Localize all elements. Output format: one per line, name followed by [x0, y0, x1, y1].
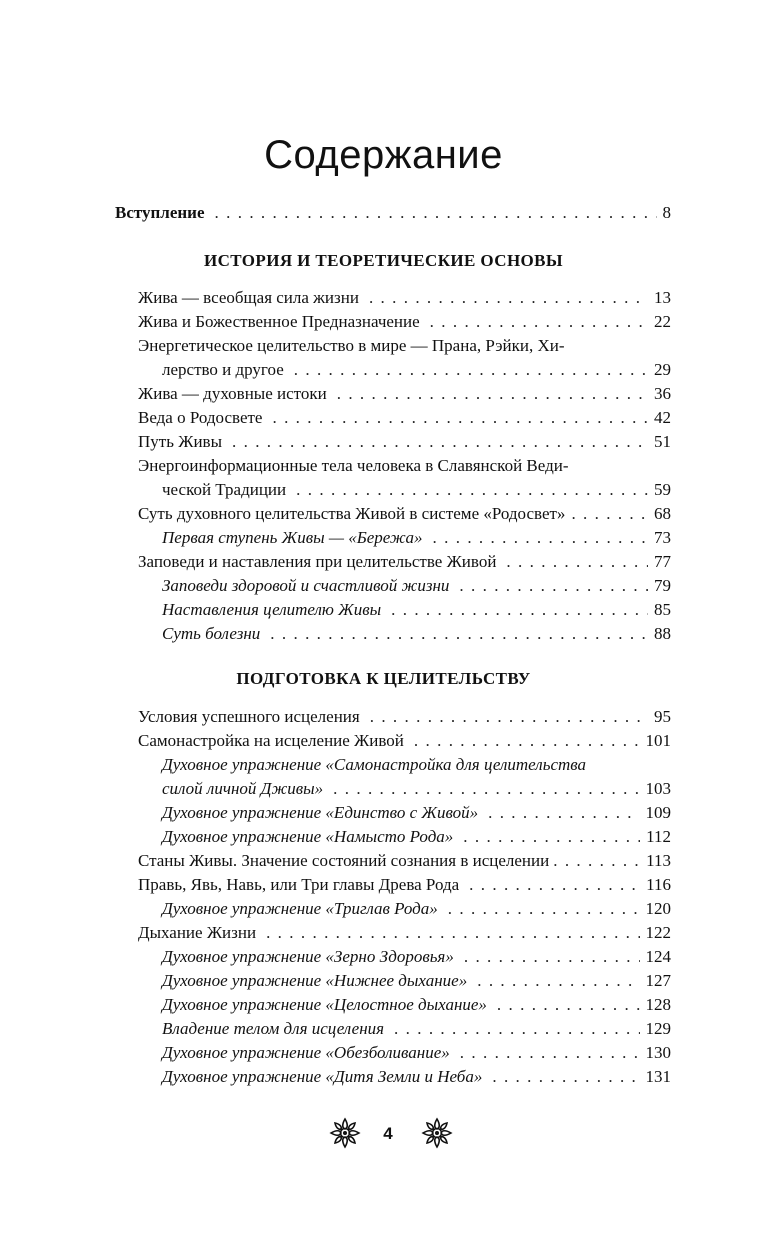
toc-entry[interactable] — [162, 478, 671, 502]
toc-entry[interactable] — [162, 777, 671, 801]
lotus-ornament-icon — [328, 1116, 362, 1150]
toc-page-number: 13 — [654, 288, 671, 307]
toc-entry-title: Духовное упражнение «Намысто Рода» — [162, 827, 454, 846]
toc-entry[interactable] — [162, 526, 671, 550]
toc-page-number: 129 — [645, 1019, 671, 1038]
toc-entry-title: Условия успешного исцеления — [138, 707, 360, 726]
toc-entry-title: Заповеди здоровой и счастливой жизни — [162, 576, 450, 595]
toc-entry[interactable] — [138, 286, 671, 310]
toc-page-number: 59 — [654, 480, 671, 499]
toc-entry[interactable] — [162, 993, 671, 1017]
toc-entry-title: Духовное упражнение «Целостное дыхание» — [162, 995, 487, 1014]
toc-leader-dots — [333, 777, 639, 801]
toc-entry[interactable] — [138, 310, 671, 334]
toc-page-number: 22 — [654, 312, 671, 331]
page-footer — [0, 1116, 767, 1152]
toc-page-number: 88 — [654, 624, 671, 643]
toc-page-number: 130 — [645, 1043, 671, 1062]
toc-leader-dots — [459, 574, 648, 598]
toc-entry[interactable] — [138, 406, 671, 430]
toc-leader-dots — [492, 1065, 639, 1089]
toc-entry[interactable] — [162, 1065, 671, 1089]
toc-entry[interactable] — [138, 705, 671, 729]
toc-entry-title: Духовное упражнение «Зерно Здоровья» — [162, 947, 454, 966]
toc-leader-dots — [370, 705, 648, 729]
toc-leader-dots — [270, 622, 648, 646]
toc-entry-title: Суть болезни — [162, 624, 261, 643]
section-heading-preparation: ПОДГОТОВКА К ЦЕЛИТЕЛЬСТВУ — [236, 669, 531, 688]
toc-entry-title: Путь Живы — [138, 432, 222, 451]
toc-leader-dots — [215, 201, 657, 225]
toc-page-number: 68 — [654, 504, 671, 523]
toc-leader-dots — [469, 873, 640, 897]
toc-page-number: 36 — [654, 384, 671, 403]
lotus-ornament-icon — [420, 1116, 454, 1150]
toc-entry[interactable] — [162, 801, 671, 825]
toc-leader-dots — [506, 550, 648, 574]
toc-entry-title-line1[interactable]: Духовное упражнение «Самонастройка для целительства — [162, 755, 587, 774]
toc-entry[interactable] — [162, 358, 671, 382]
toc-page-number: 95 — [654, 707, 671, 726]
toc-leader-dots — [430, 310, 648, 334]
toc-page-number: 112 — [646, 827, 671, 846]
toc-entry[interactable] — [162, 897, 671, 921]
toc-page-number: 8 — [662, 203, 671, 222]
page-title: Содержание — [264, 132, 503, 177]
toc-entry-title: лерство и другое — [162, 360, 284, 379]
toc-leader-dots — [448, 897, 640, 921]
toc-leader-dots — [391, 598, 648, 622]
toc-entry[interactable] — [138, 550, 671, 574]
toc-entry-title: Самонастройка на исцеление Живой — [138, 731, 404, 750]
toc-leader-dots — [464, 945, 640, 969]
page-number: 4 — [383, 1124, 393, 1143]
toc-entry[interactable] — [138, 849, 671, 873]
toc-page-number: 120 — [645, 899, 671, 918]
toc-leader-dots — [414, 729, 640, 753]
toc-entry-title: Дыхание Жизни — [138, 923, 257, 942]
toc-page-number: 51 — [654, 432, 671, 451]
toc-leader-dots — [337, 382, 648, 406]
toc-entry[interactable] — [138, 921, 671, 945]
toc-entry-title: ческой Традиции — [162, 480, 287, 499]
toc-leader-dots — [266, 921, 639, 945]
toc-entry-title: Духовное упражнение «Дитя Земли и Неба» — [162, 1067, 483, 1086]
toc-entry-title: Вступление — [115, 203, 205, 222]
toc-entry[interactable] — [138, 502, 671, 526]
toc-page-number: 127 — [645, 971, 671, 990]
toc-entry[interactable] — [138, 382, 671, 406]
toc-page-number: 73 — [654, 528, 671, 547]
toc-leader-dots — [463, 825, 640, 849]
toc-entry-title: силой личной Дживы» — [162, 779, 324, 798]
toc-leader-dots — [394, 1017, 639, 1041]
toc-page-number: 113 — [646, 851, 671, 870]
toc-leader-dots — [296, 478, 648, 502]
toc-entry-title: Суть духовного целительства Живой в системе «Родосвет» — [138, 504, 566, 523]
toc-page-number: 77 — [654, 552, 671, 571]
toc-entry[interactable] — [162, 825, 671, 849]
toc-entry-title-line1[interactable]: Энергетическое целительство в мире — Прана, Рэйки, Хи- — [138, 336, 565, 355]
toc-leader-dots — [488, 801, 639, 825]
toc-page-number: 131 — [645, 1067, 671, 1086]
toc-entry-title: Жива — духовные истоки — [138, 384, 327, 403]
toc-entry-title-line1[interactable]: Энергоинформационные тела человека в Славянской Веди- — [138, 456, 569, 475]
toc-entry-title: Духовное упражнение «Обезболивание» — [162, 1043, 450, 1062]
toc-leader-dots — [272, 406, 648, 430]
toc-entry-title: Жива и Божественное Предназначение — [138, 312, 420, 331]
toc-entry[interactable] — [138, 430, 671, 454]
toc-entry-title: Жива — всеобщая сила жизни — [138, 288, 359, 307]
toc-page-number: 128 — [645, 995, 671, 1014]
toc-entry-title: Духовное упражнение «Единство с Живой» — [162, 803, 479, 822]
toc-entry[interactable] — [138, 729, 671, 753]
toc-entry-intro[interactable] — [115, 201, 671, 225]
toc-entry-title: Духовное упражнение «Нижнее дыхание» — [162, 971, 468, 990]
toc-leader-dots — [497, 993, 640, 1017]
toc-page-number: 101 — [645, 731, 671, 750]
toc-page-number: 116 — [646, 875, 671, 894]
toc-leader-dots — [477, 969, 639, 993]
toc-entry[interactable] — [162, 945, 671, 969]
toc-leader-dots — [460, 1041, 640, 1065]
toc-entry-title: Духовное упражнение «Триглав Рода» — [162, 899, 438, 918]
toc-entry-title: Наставления целителю Живы — [162, 600, 382, 619]
toc-page-number: 29 — [654, 360, 671, 379]
toc-entry-title: Заповеди и наставления при целительстве Живой — [138, 552, 497, 571]
toc-page-number: 85 — [654, 600, 671, 619]
toc-leader-dots — [553, 849, 642, 873]
toc-entry-title: Владение телом для исцеления — [162, 1019, 385, 1038]
toc-leader-dots — [571, 502, 648, 526]
toc-entry[interactable] — [162, 1017, 671, 1041]
toc-leader-dots — [369, 286, 648, 310]
toc-entry[interactable] — [162, 598, 671, 622]
toc-page-number: 79 — [654, 576, 671, 595]
toc-page-number: 103 — [645, 779, 671, 798]
toc-page-number: 109 — [645, 803, 671, 822]
section-heading-history: ИСТОРИЯ И ТЕОРЕТИЧЕСКИЕ ОСНОВЫ — [203, 251, 564, 270]
toc-entry[interactable] — [138, 873, 671, 897]
toc-leader-dots — [433, 526, 648, 550]
toc-entry[interactable] — [162, 969, 671, 993]
toc-leader-dots — [294, 358, 648, 382]
toc-entry-title: Правь, Явь, Навь, или Три главы Древа Рода — [138, 875, 460, 894]
toc-entry-title: Первая ступень Живы — «Бережа» — [162, 528, 423, 547]
toc-entry[interactable] — [162, 574, 671, 598]
toc-leader-dots — [232, 430, 648, 454]
toc-page-number: 122 — [645, 923, 671, 942]
toc-entry[interactable] — [162, 1041, 671, 1065]
toc-entry-title: Веда о Родосвете — [138, 408, 263, 427]
toc-entry-title: Станы Живы. Значение состояний сознания в исцелении — [138, 851, 550, 870]
toc-page-number: 124 — [645, 947, 671, 966]
toc-page-number: 42 — [654, 408, 671, 427]
toc-entry[interactable] — [162, 622, 671, 646]
